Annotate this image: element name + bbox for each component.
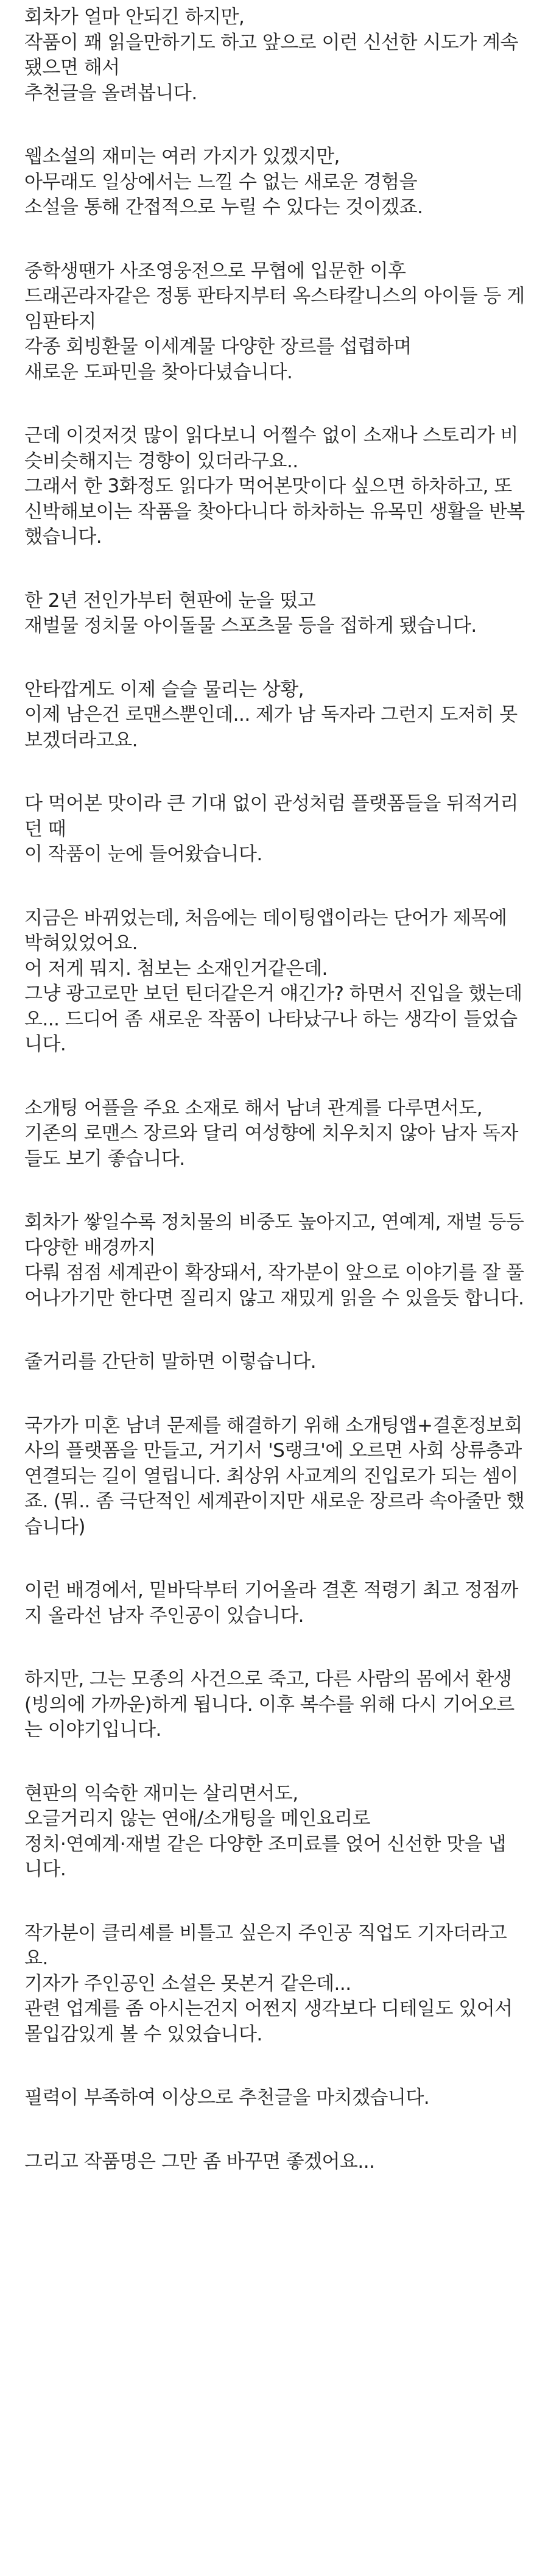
paragraph [24, 906, 524, 1058]
paragraph [24, 1414, 524, 1540]
text-line: 근데 이것저것 많이 읽다보니 어쩔수 없이 소재나 스토리가 비 [24, 425, 518, 447]
text-line: 연결되는 길이 열립니다. 최상위 사교계의 진입로가 되는 셈이 [24, 1465, 518, 1487]
text-line: 다 먹어본 맛이라 큰 기대 없이 관성처럼 플랫폼들을 뒤적거리 [24, 793, 518, 815]
text-line: 중학생땐가 사조영웅전으로 무협에 입문한 이후 [24, 260, 406, 282]
text-line: 보겠더라고요. [24, 729, 138, 751]
text-line: 그래서 한 3화정도 읽다가 먹어본맛이다 싶으면 하차하고, 또 [24, 475, 512, 497]
text-line: 지 올라선 남자 주인공이 있습니다. [24, 1604, 304, 1627]
paragraph [24, 791, 524, 868]
text-line: 박혀있었어요. [24, 932, 138, 954]
text-line: 오... 드디어 좀 새로운 작품이 나타났구나 하는 생각이 들었습 [24, 1008, 518, 1030]
text-line: 하지만, 그는 모종의 사건으로 죽고, 다른 사람의 몸에서 환생 [24, 1668, 512, 1690]
text-line: 요. [24, 1947, 48, 1969]
text-line: 기존의 로맨스 장르와 달리 여성향에 치우치지 않아 남자 독자 [24, 1122, 518, 1144]
paragraph [24, 2150, 524, 2175]
text-line: 어나가기만 한다면 질리지 않고 재밌게 읽을 수 있을듯 합니다. [24, 1287, 524, 1309]
text-line: (빙의에 가까운)하게 됩니다. 이후 복수를 위해 다시 기어오르 [24, 1693, 515, 1716]
text-line: 재벌물 정치물 아이돌물 스포츠물 등을 접하게 됐습니다. [24, 615, 477, 637]
text-line: 드래곤라자같은 정통 판타지부터 옥스타칼니스의 아이들 등 게 [24, 285, 525, 307]
text-line: 필력이 부족하여 이상으로 추천글을 마치겠습니다. [24, 2087, 430, 2109]
text-line: 어 저게 뭐지. 첨보는 소재인거같은데. [24, 957, 328, 980]
text-line: 죠. (뭐.. 좀 극단적인 세계관이지만 새로운 장르라 속아줄만 했 [24, 1490, 525, 1512]
paragraph [24, 2086, 524, 2111]
text-line: 슷비슷해지는 경향이 있더라구요.. [24, 450, 298, 472]
text-line: 한 2년 전인가부터 현판에 눈을 떴고 [24, 589, 316, 612]
text-line: 사의 플랫폼을 만들고, 거기서 'S랭크'에 오르면 사회 상류층과 [24, 1440, 522, 1462]
paragraph [24, 423, 524, 550]
text-line: 줄거리를 간단히 말하면 이렇습니다. [24, 1351, 317, 1373]
text-line: 회차가 쌓일수록 정치물의 비중도 높아지고, 연예계, 재벌 등등 [24, 1211, 524, 1233]
paragraph [24, 1578, 524, 1629]
paragraph [24, 1096, 524, 1172]
text-line: 작품이 꽤 읽을만하기도 하고 앞으로 이런 신선한 시도가 계속 [24, 31, 518, 54]
text-line: 다양한 배경까지 [24, 1236, 156, 1259]
text-line: 소개팅 어플을 주요 소재로 해서 남녀 관계를 다루면서도, [24, 1097, 483, 1119]
paragraph [24, 1210, 524, 1311]
text-line: 정치·연예계·재벌 같은 다양한 조미료를 얹어 신선한 맛을 냅 [24, 1833, 506, 1855]
text-line: 소설을 통해 간접적으로 누릴 수 있다는 것이겠죠. [24, 196, 423, 218]
paragraph [24, 259, 524, 386]
text-line: 웹소설의 재미는 여러 가지가 있겠지만, [24, 146, 340, 168]
text-line: 다뤄 점점 세계관이 확장돼서, 작가분이 앞으로 이야기를 잘 풀 [24, 1262, 524, 1284]
text-line: 했습니다. [24, 526, 102, 548]
paragraph [24, 678, 524, 754]
text-line: 그리고 작품명은 그만 좀 바꾸면 좋겠어요... [24, 2150, 375, 2173]
text-line: 이 작품이 눈에 들어왔습니다. [24, 843, 262, 865]
text-line: 국가가 미혼 남녀 문제를 해결하기 위해 소개팅앱+결혼정보회 [24, 1414, 522, 1437]
text-line: 니다. [24, 1858, 66, 1880]
text-line: 추천글을 올려봅니다. [24, 82, 197, 104]
text-line: 오글거리지 않는 연애/소개팅을 메인요리로 [24, 1808, 371, 1830]
text-line: 임판타지 [24, 310, 96, 333]
text-line: 그냥 광고로만 보던 틴더같은거 얘긴가? 하면서 진입을 했는데 [24, 983, 522, 1005]
text-line: 던 때 [24, 818, 66, 840]
text-line: 현판의 익숙한 재미는 살리면서도, [24, 1782, 298, 1805]
text-line: 몰입감있게 볼 수 있었습니다. [24, 2023, 262, 2045]
paragraph [24, 1350, 524, 1375]
text-line: 는 이야기입니다. [24, 1719, 161, 1741]
text-line: 들도 보기 좋습니다. [24, 1147, 185, 1170]
text-line: 됐으면 해서 [24, 57, 120, 79]
paragraph [24, 589, 524, 639]
text-line: 이런 배경에서, 밑바닥부터 기어올라 결혼 적령기 최고 정점까 [24, 1579, 518, 1601]
paragraph [24, 5, 524, 106]
text-line: 회차가 얼마 안되긴 하지만, [24, 6, 245, 28]
text-line: 신박해보이는 작품을 찾아다니다 하차하는 유목민 생활을 반복 [24, 500, 525, 523]
text-line: 니다. [24, 1033, 66, 1055]
text-line: 관련 업계를 좀 아시는건지 어쩐지 생각보다 디테일도 있어서 [24, 1998, 513, 2020]
text-line: 작가분이 클리셰를 비틀고 싶은지 주인공 직업도 기자더라고 [24, 1922, 507, 1944]
text-line: 각종 회빙환물 이세계물 다양한 장르를 섭렵하며 [24, 336, 412, 358]
text-line: 이제 남은건 로맨스뿐인데... 제가 남 독자라 그런지 도저히 못 [24, 704, 518, 726]
text-line: 안타깝게도 이제 슬슬 물리는 상황, [24, 678, 304, 701]
paragraph [24, 1667, 524, 1743]
paragraph [24, 1782, 524, 1883]
text-line: 아무래도 일상에서는 느낄 수 없는 새로운 경험을 [24, 171, 418, 193]
paragraph [24, 1921, 524, 2048]
text-line: 습니다) [24, 1515, 85, 1538]
text-line: 새로운 도파민을 찾아다녔습니다. [24, 361, 293, 383]
text-line: 지금은 바뀌었는데, 처음에는 데이팅앱이라는 단어가 제목에 [24, 907, 507, 929]
text-line: 기자가 주인공인 소설은 못본거 같은데... [24, 1972, 351, 1995]
paragraph [24, 144, 524, 221]
